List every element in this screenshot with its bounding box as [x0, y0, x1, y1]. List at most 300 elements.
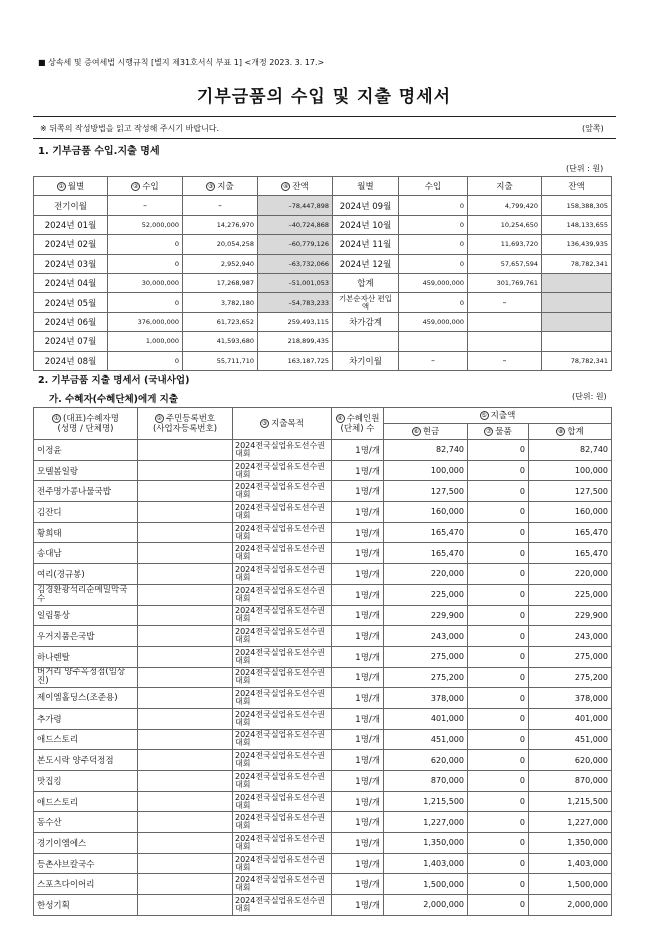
table-row [34, 312, 612, 331]
total-cell: 1,227,000 [529, 812, 612, 833]
form-regulation-note: ■ 상속세 및 증여세법 시행규칙 [별지 제31호서식 부표 1] <개정 2023. 3. 17.> [38, 58, 325, 67]
goods-cell: 0 [468, 646, 529, 667]
balance-cell: 78,782,341 [542, 254, 612, 273]
table-row [34, 771, 612, 792]
cash-cell: 1,350,000 [384, 833, 468, 854]
beneficiary-count-cell: 1명/개 [332, 522, 384, 543]
column-header [108, 177, 183, 196]
cash-cell: 160,000 [384, 502, 468, 523]
total-cell: 225,000 [529, 584, 612, 605]
circled-number: ① [58, 183, 64, 191]
header-text: (사업자등록번호) [152, 423, 218, 434]
beneficiary-count-cell: 1명/개 [332, 771, 384, 792]
total-cell: 160,000 [529, 502, 612, 523]
purpose-cell: 2024전국실업유도선수권대회 [233, 853, 332, 874]
cash-cell: 275,200 [384, 667, 468, 688]
income-cell: 0 [108, 293, 183, 312]
col-goods [468, 424, 529, 440]
beneficiary-name-cell: 전주명가콩나물국밥 [34, 481, 138, 502]
income-cell: – [399, 351, 468, 370]
goods-cell: 0 [468, 564, 529, 585]
goods-cell: 0 [468, 729, 529, 750]
page-title: 기부금품의 수입 및 지출 명세서 [196, 87, 452, 107]
header-text: 잔액 [568, 182, 585, 193]
cash-cell: 275,000 [384, 646, 468, 667]
expense-cell: 55,711,710 [183, 351, 258, 370]
beneficiary-count-cell: 1명/개 [332, 605, 384, 626]
header-text: (단체) 수 [340, 423, 375, 434]
balance-cell: –40,724,868 [258, 215, 333, 234]
month-cell: 2024년 02월 [34, 235, 108, 254]
expense-cell: 2,952,940 [183, 254, 258, 273]
registration-number-cell [138, 440, 233, 461]
income-cell: 0 [399, 196, 468, 215]
month-cell: 2024년 08월 [34, 351, 108, 370]
beneficiary-name-cell: 모텔봄일랑 [34, 460, 138, 481]
header-text: 월별 [357, 182, 374, 193]
cash-cell: 82,740 [384, 440, 468, 461]
registration-number-cell [138, 460, 233, 481]
table-row [34, 332, 612, 351]
registration-number-cell [138, 564, 233, 585]
goods-cell: 0 [468, 874, 529, 895]
table-row [34, 460, 612, 481]
month-cell: 합계 [333, 273, 399, 292]
col-registration-number [138, 408, 233, 440]
registration-number-cell [138, 833, 233, 854]
total-cell: 165,470 [529, 522, 612, 543]
goods-cell: 0 [468, 667, 529, 688]
table-row [34, 708, 612, 729]
table-row [34, 750, 612, 771]
balance-cell [542, 332, 612, 351]
beneficiary-name-cell: 우거지품은국밥 [34, 626, 138, 647]
table-row [34, 273, 612, 292]
income-cell: 30,000,000 [108, 273, 183, 292]
top-divider [33, 116, 616, 117]
goods-cell: 0 [468, 853, 529, 874]
balance-cell: 148,133,655 [542, 215, 612, 234]
beneficiary-name-cell: 황희태 [34, 522, 138, 543]
beneficiary-count-cell: 1명/개 [332, 853, 384, 874]
expense-cell: 10,254,650 [468, 215, 542, 234]
goods-cell: 0 [468, 626, 529, 647]
balance-cell: –54,783,233 [258, 293, 333, 312]
expense-cell: 3,782,180 [183, 293, 258, 312]
beneficiary-count-cell: 1명/개 [332, 791, 384, 812]
table-row [34, 502, 612, 523]
goods-cell: 0 [468, 502, 529, 523]
goods-cell: 0 [468, 440, 529, 461]
income-cell [399, 332, 468, 351]
goods-cell: 0 [468, 605, 529, 626]
purpose-cell: 2024전국실업유도선수권대회 [233, 522, 332, 543]
header-text: 지출 [217, 182, 234, 193]
header-text: 지출 [496, 182, 513, 193]
registration-number-cell [138, 543, 233, 564]
beneficiary-name-cell: 김경환광석리순메밀막국수 [34, 584, 138, 605]
purpose-cell: 2024전국실업유도선수권대회 [233, 895, 332, 916]
balance-cell [542, 273, 612, 292]
goods-cell: 0 [468, 584, 529, 605]
beneficiary-name-cell: 동수산 [34, 812, 138, 833]
total-cell: 275,200 [529, 667, 612, 688]
table-row [34, 688, 612, 709]
total-cell: 1,215,500 [529, 791, 612, 812]
expense-cell: 41,593,680 [183, 332, 258, 351]
balance-cell: 78,782,341 [542, 351, 612, 370]
balance-cell: 163,187,725 [258, 351, 333, 370]
expense-cell [468, 332, 542, 351]
section1-divider [33, 138, 616, 139]
income-cell: 1,000,000 [108, 332, 183, 351]
beneficiary-name-cell: 맛집킹 [34, 771, 138, 792]
goods-cell: 0 [468, 481, 529, 502]
beneficiary-name-cell: 경기이엠에스 [34, 833, 138, 854]
registration-number-cell [138, 750, 233, 771]
month-cell: 2024년 04월 [34, 273, 108, 292]
beneficiary-count-cell: 1명/개 [332, 708, 384, 729]
purpose-cell: 2024전국실업유도선수권대회 [233, 833, 332, 854]
beneficiary-count-cell: 1명/개 [332, 440, 384, 461]
beneficiary-count-cell: 1명/개 [332, 502, 384, 523]
table-row [34, 646, 612, 667]
total-cell: 620,000 [529, 750, 612, 771]
purpose-cell: 2024전국실업유도선수권대회 [233, 729, 332, 750]
beneficiary-count-cell: 1명/개 [332, 688, 384, 709]
expense-cell: 61,723,652 [183, 312, 258, 331]
beneficiary-count-cell: 1명/개 [332, 646, 384, 667]
table-row [34, 440, 612, 461]
table-row [34, 584, 612, 605]
total-cell: 2,000,000 [529, 895, 612, 916]
income-cell: 0 [108, 254, 183, 273]
goods-cell: 0 [468, 460, 529, 481]
income-cell: 0 [108, 235, 183, 254]
circled-number: ② [156, 414, 163, 422]
balance-cell [542, 293, 612, 312]
expense-cell: 20,054,258 [183, 235, 258, 254]
goods-cell: 0 [468, 791, 529, 812]
table-row [34, 791, 612, 812]
beneficiary-count-cell: 1명/개 [332, 481, 384, 502]
month-cell: 2024년 11월 [333, 235, 399, 254]
month-cell: 기본순자산 편입액 [333, 293, 399, 312]
beneficiary-count-cell: 1명/개 [332, 729, 384, 750]
beneficiary-name-cell: 하나렌탈 [34, 646, 138, 667]
table-header-row [34, 177, 612, 196]
month-cell: 2024년 12월 [333, 254, 399, 273]
table-row [34, 351, 612, 370]
header-text: 지출액 [490, 410, 516, 421]
circled-number: ④ [283, 183, 289, 191]
purpose-cell: 2024전국실업유도선수권대회 [233, 791, 332, 812]
total-cell: 870,000 [529, 771, 612, 792]
circled-number: ② [133, 183, 139, 191]
cash-cell: 243,000 [384, 626, 468, 647]
section2-heading: 2. 기부금품 지출 명세서 (국내사업) [38, 375, 190, 386]
cash-cell: 1,227,000 [384, 812, 468, 833]
purpose-cell: 2024전국실업유도선수권대회 [233, 812, 332, 833]
total-cell: 243,000 [529, 626, 612, 647]
total-cell: 220,000 [529, 564, 612, 585]
beneficiary-count-cell: 1명/개 [332, 895, 384, 916]
purpose-cell: 2024전국실업유도선수권대회 [233, 481, 332, 502]
section2-subheading: 가. 수혜자(수혜단체)에게 지출 [49, 394, 179, 405]
goods-cell: 0 [468, 771, 529, 792]
total-cell: 165,470 [529, 543, 612, 564]
purpose-cell: 2024전국실업유도선수권대회 [233, 502, 332, 523]
registration-number-cell [138, 667, 233, 688]
purpose-cell: 2024전국실업유도선수권대회 [233, 605, 332, 626]
header-text: 합계 [567, 426, 584, 437]
col-beneficiary-count [332, 408, 384, 440]
income-cell: 0 [399, 235, 468, 254]
month-cell [333, 332, 399, 351]
circled-number: ③ [261, 419, 268, 427]
expense-cell: 57,657,594 [468, 254, 542, 273]
registration-number-cell [138, 895, 233, 916]
month-cell: 2024년 05월 [34, 293, 108, 312]
balance-cell [542, 312, 612, 331]
month-cell: 차기이월 [333, 351, 399, 370]
total-cell: 82,740 [529, 440, 612, 461]
total-cell: 127,500 [529, 481, 612, 502]
purpose-cell: 2024전국실업유도선수권대회 [233, 646, 332, 667]
total-cell: 1,500,000 [529, 874, 612, 895]
section2-unit: (단위: 원) [572, 392, 607, 401]
balance-cell: 158,388,305 [542, 196, 612, 215]
purpose-cell: 2024전국실업유도선수권대회 [233, 626, 332, 647]
balance-cell: 218,899,435 [258, 332, 333, 351]
table-row [34, 874, 612, 895]
goods-cell: 0 [468, 812, 529, 833]
cash-cell: 225,000 [384, 584, 468, 605]
income-cell: 0 [399, 293, 468, 312]
beneficiary-name-cell: 추가령 [34, 708, 138, 729]
income-cell: – [108, 196, 183, 215]
registration-number-cell [138, 646, 233, 667]
cash-cell: 870,000 [384, 771, 468, 792]
beneficiary-expense-table [33, 407, 612, 916]
expense-cell: – [468, 293, 542, 312]
beneficiary-name-cell: 애드스토리 [34, 791, 138, 812]
purpose-cell: 2024전국실업유도선수권대회 [233, 688, 332, 709]
income-cell: 0 [399, 215, 468, 234]
table-row [34, 254, 612, 273]
goods-cell: 0 [468, 750, 529, 771]
beneficiary-count-cell: 1명/개 [332, 750, 384, 771]
beneficiary-name-cell: 제이엠홀딩스(조준용) [34, 688, 138, 709]
income-cell: 459,000,000 [399, 312, 468, 331]
total-cell: 1,350,000 [529, 833, 612, 854]
expense-cell: – [183, 196, 258, 215]
table-row [34, 293, 612, 312]
header-text: (대표)수혜자명 [63, 413, 119, 424]
registration-number-cell [138, 812, 233, 833]
beneficiary-name-cell: 본도시락 양주덕정점 [34, 750, 138, 771]
month-cell: 전기이월 [34, 196, 108, 215]
income-cell: 459,000,000 [399, 273, 468, 292]
purpose-cell: 2024전국실업유도선수권대회 [233, 667, 332, 688]
goods-cell: 0 [468, 895, 529, 916]
column-header [333, 177, 399, 196]
beneficiary-name-cell: 이정윤 [34, 440, 138, 461]
header-text: 현금 [422, 426, 440, 437]
beneficiary-name-cell: 스포츠다이어리 [34, 874, 138, 895]
beneficiary-count-cell: 1명/개 [332, 833, 384, 854]
expense-cell: 301,769,761 [468, 273, 542, 292]
registration-number-cell [138, 502, 233, 523]
beneficiary-name-cell: 일림통상 [34, 605, 138, 626]
column-header [258, 177, 333, 196]
table-row [34, 833, 612, 854]
header-text: 수입 [424, 182, 442, 193]
table-row [34, 626, 612, 647]
income-cell: 376,000,000 [108, 312, 183, 331]
header-text: 수입 [142, 182, 159, 193]
expense-cell: 11,693,720 [468, 235, 542, 254]
column-header [34, 177, 108, 196]
goods-cell: 0 [468, 833, 529, 854]
goods-cell: 0 [468, 688, 529, 709]
cash-cell: 401,000 [384, 708, 468, 729]
total-cell: 100,000 [529, 460, 612, 481]
month-cell: 2024년 06월 [34, 312, 108, 331]
beneficiary-count-cell: 1명/개 [332, 626, 384, 647]
table-row [34, 853, 612, 874]
registration-number-cell [138, 791, 233, 812]
circled-number: ⑧ [558, 427, 564, 435]
registration-number-cell [138, 481, 233, 502]
balance-cell: 136,439,935 [542, 235, 612, 254]
cash-cell: 1,500,000 [384, 874, 468, 895]
beneficiary-name-cell: 송대남 [34, 543, 138, 564]
table-row [34, 667, 612, 688]
beneficiary-name-cell: 버거리 양주옥정점(임상진) [34, 667, 138, 688]
expense-cell [468, 312, 542, 331]
registration-number-cell [138, 708, 233, 729]
goods-cell: 0 [468, 522, 529, 543]
balance-cell: –51,001,053 [258, 273, 333, 292]
column-header [542, 177, 612, 196]
balance-cell: –63,732,066 [258, 254, 333, 273]
cash-cell: 229,900 [384, 605, 468, 626]
purpose-cell: 2024전국실업유도선수권대회 [233, 874, 332, 895]
total-cell: 451,000 [529, 729, 612, 750]
month-cell: 2024년 09월 [333, 196, 399, 215]
section1-unit: (단위 : 원) [566, 164, 604, 173]
table-row [34, 729, 612, 750]
goods-cell: 0 [468, 708, 529, 729]
beneficiary-count-cell: 1명/개 [332, 564, 384, 585]
goods-cell: 0 [468, 543, 529, 564]
registration-number-cell [138, 853, 233, 874]
table-row [34, 235, 612, 254]
cash-cell: 1,403,000 [384, 853, 468, 874]
column-header [468, 177, 542, 196]
header-text: 잔액 [292, 182, 309, 193]
purpose-cell: 2024전국실업유도선수권대회 [233, 564, 332, 585]
col-expense-amount [384, 408, 612, 424]
income-cell: 52,000,000 [108, 215, 183, 234]
column-header [183, 177, 258, 196]
table-row [34, 481, 612, 502]
table-row [34, 812, 612, 833]
col-total [529, 424, 612, 440]
purpose-cell: 2024전국실업유도선수권대회 [233, 584, 332, 605]
instruction-note: ※ 뒤쪽의 작성방법을 읽고 작성해 주시기 바랍니다. [40, 124, 220, 133]
cash-cell: 100,000 [384, 460, 468, 481]
registration-number-cell [138, 729, 233, 750]
table-row [34, 605, 612, 626]
column-header [399, 177, 468, 196]
balance-cell: –78,447,898 [258, 196, 333, 215]
circled-number: ⑦ [486, 427, 492, 435]
total-cell: 401,000 [529, 708, 612, 729]
month-cell: 2024년 03월 [34, 254, 108, 273]
expense-cell: 14,276,970 [183, 215, 258, 234]
purpose-cell: 2024전국실업유도선수권대회 [233, 543, 332, 564]
registration-number-cell [138, 605, 233, 626]
beneficiary-count-cell: 1명/개 [332, 812, 384, 833]
expense-cell: 17,268,987 [183, 273, 258, 292]
section1-heading: 1. 기부금품 수입.지출 명세 [38, 146, 160, 157]
expense-cell: 4,799,420 [468, 196, 542, 215]
income-cell: 0 [399, 254, 468, 273]
table-row [34, 215, 612, 234]
header-text: 지출목적 [271, 418, 304, 429]
cash-cell: 1,215,500 [384, 791, 468, 812]
purpose-cell: 2024전국실업유도선수권대회 [233, 771, 332, 792]
cash-cell: 2,000,000 [384, 895, 468, 916]
header-text: 수혜인원 [346, 413, 380, 424]
header-text: 주민등록번호 [165, 413, 216, 424]
registration-number-cell [138, 874, 233, 895]
beneficiary-name-cell: 여리(경규봉) [34, 564, 138, 585]
header-text: 물품 [495, 426, 512, 437]
beneficiary-count-cell: 1명/개 [332, 874, 384, 895]
beneficiary-count-cell: 1명/개 [332, 460, 384, 481]
purpose-cell: 2024전국실업유도선수권대회 [233, 460, 332, 481]
month-cell: 차가감계 [333, 312, 399, 331]
cash-cell: 220,000 [384, 564, 468, 585]
cash-cell: 165,470 [384, 543, 468, 564]
beneficiary-count-cell: 1명/개 [332, 667, 384, 688]
header-text: 월별 [67, 182, 85, 193]
circled-number: ① [53, 414, 60, 422]
balance-cell: –60,779,126 [258, 235, 333, 254]
income-cell: 0 [108, 351, 183, 370]
cash-cell: 165,470 [384, 522, 468, 543]
circled-number: ③ [208, 183, 214, 191]
col-purpose [233, 408, 332, 440]
month-cell: 2024년 10월 [333, 215, 399, 234]
col-cash [384, 424, 468, 440]
table-row [34, 564, 612, 585]
beneficiary-name-cell: 김잔디 [34, 502, 138, 523]
month-cell: 2024년 01월 [34, 215, 108, 234]
registration-number-cell [138, 522, 233, 543]
beneficiary-count-cell: 1명/개 [332, 584, 384, 605]
purpose-cell: 2024전국실업유도선수권대회 [233, 750, 332, 771]
month-cell: 2024년 07월 [34, 332, 108, 351]
registration-number-cell [138, 584, 233, 605]
table-row [34, 522, 612, 543]
circled-number: ④ [337, 414, 343, 422]
col-beneficiary-name [34, 408, 138, 440]
beneficiary-name-cell: 한성기획 [34, 895, 138, 916]
